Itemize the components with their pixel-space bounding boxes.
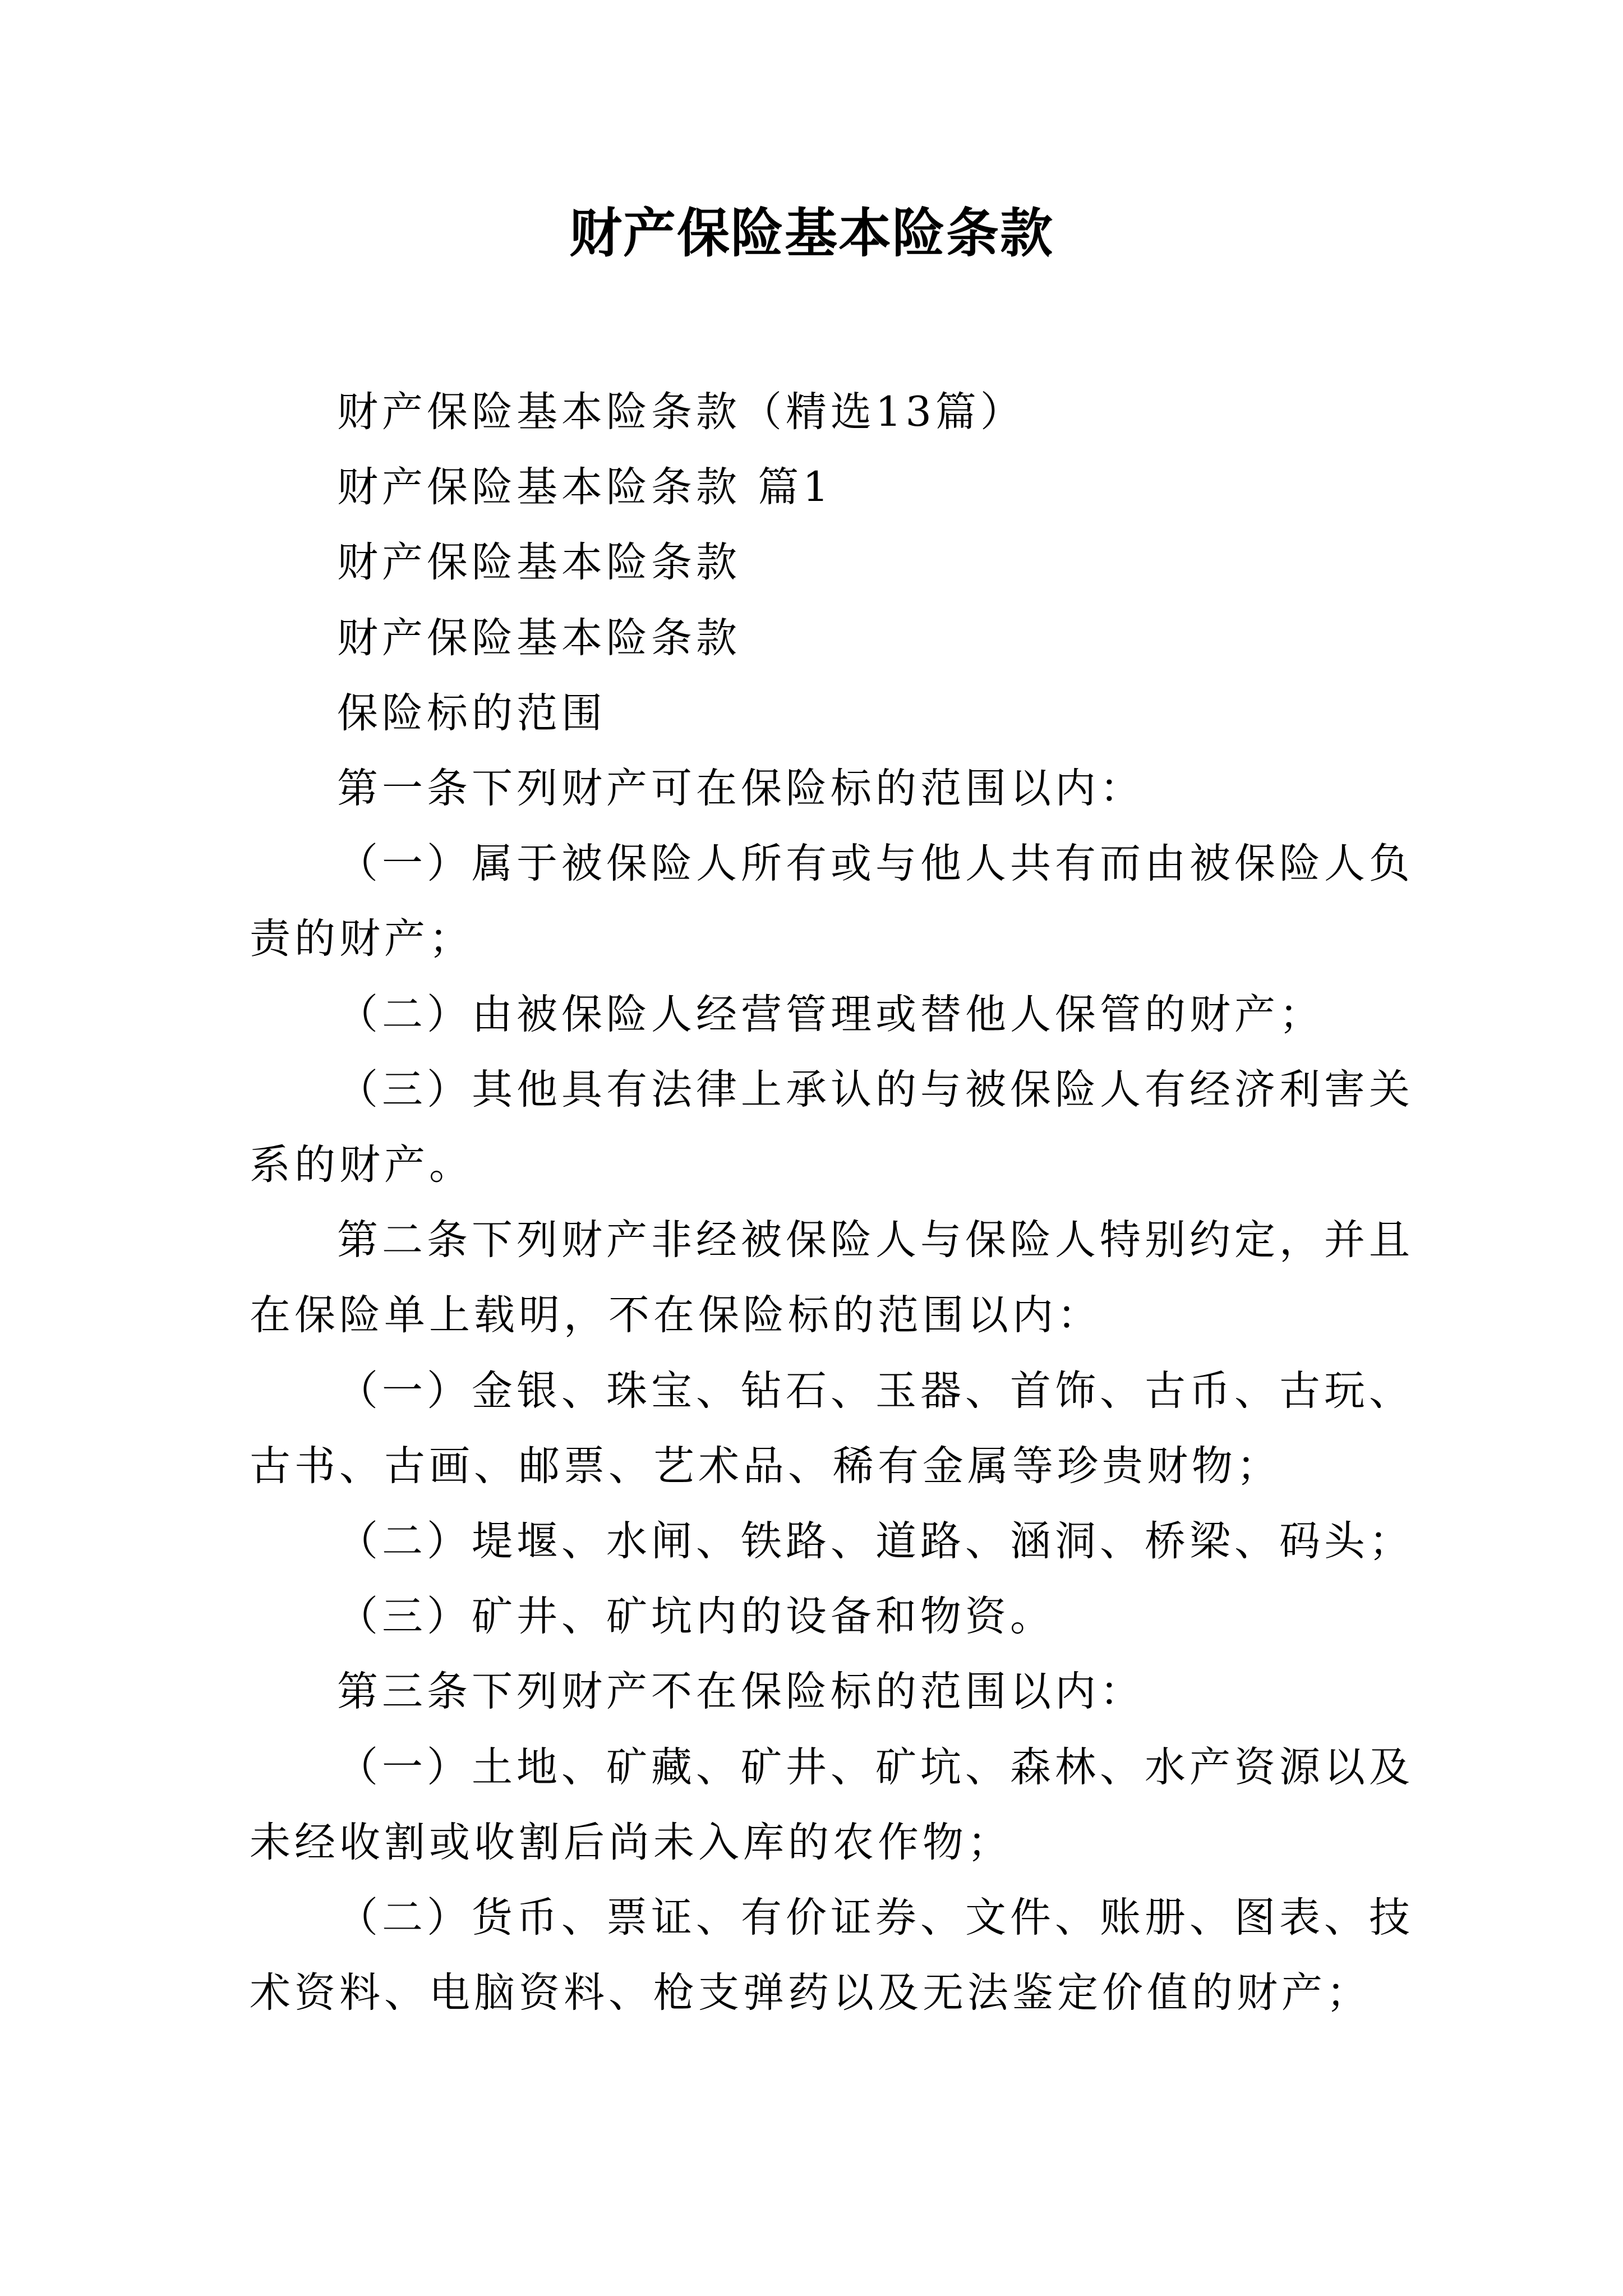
paragraph-article-2-item-1 bbox=[250, 1354, 1414, 1504]
text-line: 第二条下列财产非经被保险人与保险人特别约定，并且 bbox=[337, 1216, 1414, 1264]
paragraph-article-2-item-3 bbox=[250, 1579, 1377, 1654]
text-line: 财产保险基本险条款（精选13篇） bbox=[337, 388, 1025, 436]
text-line: （二）由被保险人经营管理或替他人保管的财产； bbox=[337, 990, 1324, 1038]
paragraph-article-1-item-2 bbox=[250, 977, 1377, 1052]
text-line: 古书、古画、邮票、艺术品、稀有金属等珍贵财物； bbox=[250, 1442, 1281, 1490]
text-line: 系的财产。 bbox=[250, 1141, 474, 1189]
paragraph-article-2-item-2 bbox=[250, 1504, 1414, 1579]
paragraph-article-2 bbox=[250, 1203, 1414, 1353]
text-line: 责的财产； bbox=[250, 915, 474, 963]
paragraph-section-heading bbox=[250, 676, 1377, 751]
paragraph-article-3 bbox=[250, 1654, 1377, 1729]
text-line: 术资料、电脑资料、枪支弹药以及无法鉴定价值的财产； bbox=[250, 1969, 1371, 2017]
text-line: （二）货币、票证、有价证券、文件、账册、图表、技 bbox=[337, 1894, 1414, 1942]
text-line: （二）堤堰、水闸、铁路、道路、涵洞、桥梁、码头； bbox=[337, 1517, 1414, 1566]
text-line: 第三条下列财产不在保险标的范围以内： bbox=[337, 1668, 1145, 1716]
paragraph-article-3-item-2 bbox=[250, 1880, 1414, 2031]
text-line: （三）其他具有法律上承认的与被保险人有经济利害关 bbox=[337, 1065, 1414, 1114]
paragraph-heading bbox=[250, 525, 1377, 600]
text-line: 未经收割或收割后尚未入库的农作物； bbox=[250, 1818, 1012, 1866]
text-line: （三）矿井、矿坑内的设备和物资。 bbox=[337, 1593, 1055, 1641]
text-line: （一）金银、珠宝、钻石、玉器、首饰、古币、古玩、 bbox=[337, 1366, 1414, 1415]
paragraph-article-1 bbox=[250, 751, 1377, 826]
text-line: 财产保险基本险条款 篇1 bbox=[337, 463, 833, 512]
text-line: 保险标的范围 bbox=[337, 689, 606, 737]
document-title: 财产保险基本险条款 bbox=[569, 203, 1054, 264]
paragraph-chapter-heading bbox=[250, 450, 1377, 525]
paragraph-article-1-item-3 bbox=[250, 1052, 1414, 1203]
text-line: 第一条下列财产可在保险标的范围以内： bbox=[337, 765, 1145, 813]
paragraph-article-1-item-1 bbox=[250, 826, 1414, 977]
text-line: （一）土地、矿藏、矿井、矿坑、森林、水产资源以及 bbox=[337, 1743, 1414, 1791]
paragraph-heading bbox=[250, 601, 1377, 676]
document-body bbox=[250, 375, 1414, 2031]
paragraph-article-3-item-1 bbox=[250, 1730, 1414, 1880]
text-line: 在保险单上载明，不在保险标的范围以内： bbox=[250, 1291, 1102, 1340]
paragraph-collection-title bbox=[250, 375, 1377, 450]
text-line: 财产保险基本险条款 bbox=[337, 614, 741, 662]
text-line: （一）属于被保险人所有或与他人共有而由被保险人负 bbox=[337, 840, 1414, 888]
text-line: 财产保险基本险条款 bbox=[337, 539, 741, 587]
